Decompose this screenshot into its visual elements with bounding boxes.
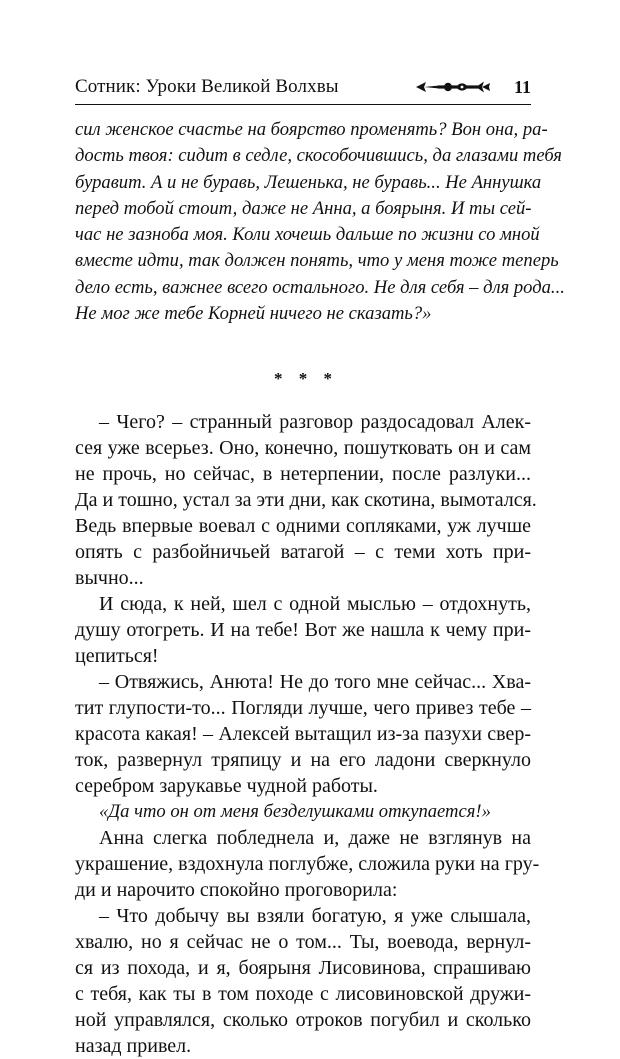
body-text [75,409,540,1059]
text-line: ся из похода, и я, боярыня Лисовинова, спрашиваю [75,957,531,980]
paragraph [75,825,540,903]
text-line: сея уже всерьез. Оно, конечно, пошутковать он и сам [75,437,531,460]
text-line: не прочь, но сейчас, в нетерпении, после разлуки... [75,463,531,486]
text-line: ной управлялся, сколько отроков погубил и сколько [75,1009,531,1032]
italic-line: вместе идти, так должен понять, что у меня тоже теперь [75,250,559,272]
text-line: вычно... [75,567,144,590]
text-line: красота какая! – Алексей вытащил из-за пазухи свер- [75,723,531,746]
italic-line: Не мог же тебе Корней ничего не сказать?» [75,303,432,325]
section-separator: * * * [274,369,338,389]
italic-line: час не зазноба моя. Коли хочешь дальше по жизни со мной [75,224,540,246]
text-line: Ведь впервые воевал с одними сопляками, уж лучше [75,515,531,538]
italic-line: дело есть, важнее всего остального. Не для себя – для рода... [75,276,565,298]
paragraph [75,799,531,825]
paragraph [75,591,531,669]
running-title: Сотник: Уроки Великой Волхвы [75,76,339,97]
text-line: цепиться! [75,645,159,668]
italic-line: дость твоя: сидит в седле, скособочившись, да глазами тебя [75,145,562,167]
text-line: – Отвяжись, Анюта! Не до того мне сейчас... Хва- [99,671,531,694]
text-line: – Что добычу вы взяли богатую, я уже слышала, [99,905,531,928]
paragraph [75,409,537,591]
text-line: назад привел. [75,1035,192,1058]
text-line: хвалю, но я сейчас не о том... Ты, воевода, вернул- [75,931,531,954]
text-line: с тебя, как ты в том походе с лисовиновской дружи- [75,983,531,1006]
text-line: украшение, вздохнула поглубже, сложила руки на гру- [75,853,540,876]
header-rule [75,104,531,105]
italic-passage [75,117,565,327]
paragraph [75,903,531,1059]
text-line: И сюда, к ней, шел с одной мыслью – отдохнуть, [99,593,531,616]
arrow-ornament-icon [414,80,492,94]
page-number: 11 [513,76,531,97]
text-line: Да и тошно, устал за эти дни, как скотина, вымотался. [75,489,537,512]
text-line: опять с разбойничьей ватагой – с теми хоть при- [75,541,531,564]
page-content [75,117,565,1059]
italic-line: перед тобой стоит, даже не Анна, а боярыня. И ты сей- [75,197,532,219]
text-line: Анна слегка побледнела и, даже не взглянув на [99,827,531,850]
italic-thought-line: «Да что он от меня безделушками откупается!» [99,801,491,823]
text-line: ди и нарочито спокойно проговорила: [75,879,398,902]
text-line: серебром зарукавье чудной работы. [75,775,378,798]
header-right [414,77,531,98]
paragraph [75,669,531,799]
page-header [75,74,531,100]
italic-line: сил женское счастье на боярство променять? Вон она, ра- [75,119,548,140]
italic-line: буравит. А и не буравь, Лешенька, не буравь... Не Аннушка [75,171,542,193]
text-line: душу отогреть. И на тебе! Вот же нашла к чему при- [75,619,531,642]
text-line: ток, развернул тряпицу и на его ладони сверкнуло [75,749,531,772]
text-line: – Чего? – странный разговор раздосадовал Алек- [99,411,531,434]
text-line: тит глупости-то... Погляди лучше, чего привез тебе – [75,697,531,720]
